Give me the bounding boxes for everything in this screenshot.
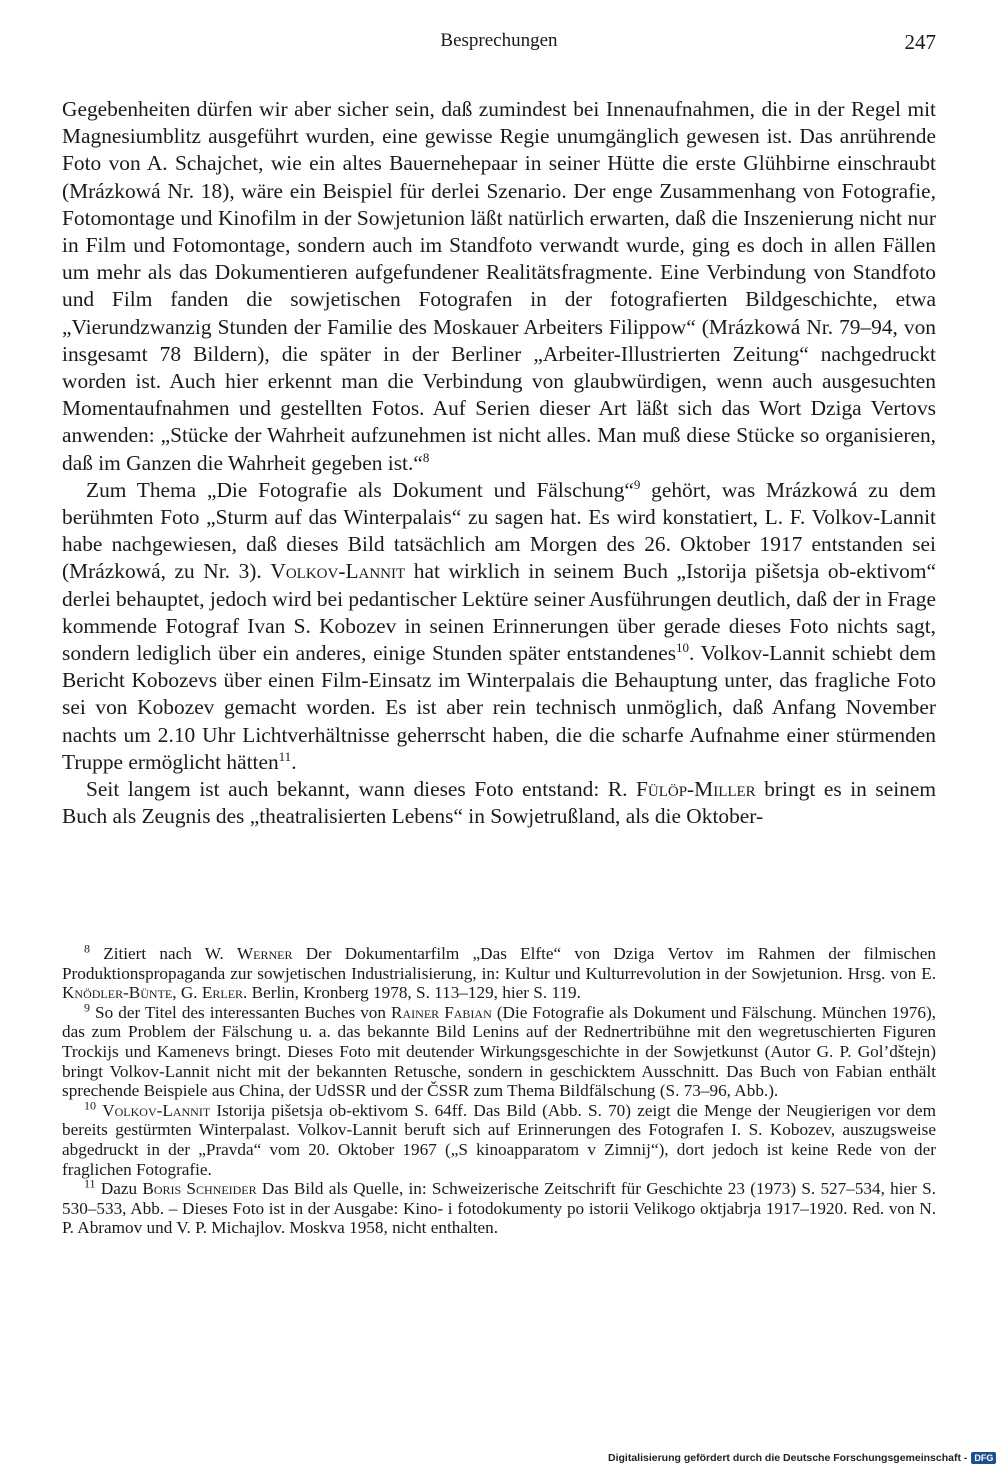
footnote-11-text-a: Dazu bbox=[95, 1179, 143, 1199]
footnote-11-text-b: Das Bild als Quelle, in: Schweizerische Zeitschrift für Geschichte 23 (1973) S. 527–534, hier S. 530–533, Abb. – Dieses Foto ist in der Ausgabe: Kino- i fotodokumenty po istorii Velikogo oktjabrja 1917–1920. Red. von N. P. Abramov und V. P. Michajlov. Moskva 1958, nicht enthalten. bbox=[62, 1179, 937, 1238]
paragraph-2 bbox=[62, 477, 936, 776]
paragraph-2-text-a: Zum Thema „Die Fotografie als Dokument und Fälschung“ bbox=[86, 477, 634, 502]
footnote-10-text: Istorija pišetsja ob-ektivom S. 64ff. Das Bild (Abb. S. 70) zeigt die Menge der Neugierigen vor dem bereits gestürmten Winterpalast. Volkov-Lannit beruft sich auf Erinnerungen des Fotografen I. S. Kobozev, auszugsweise abgedruckt in der „Pravda“ vom 20. Oktober 1967 („S kinoapparatom v Zimnij“), dort jedoch ist keine Rede von der fraglichen Fotografie. bbox=[62, 1100, 937, 1179]
paragraph-2-text-b: gehört, was Mrázkowá zu dem berühmten Foto „Sturm auf das Winterpalais“ zu sagen hat. Es wird konstatiert, L. F. Volkov-Lannit habe nachgewiesen, daß dieses Bild tatsächlich am Morgen des 26. Oktober 1917 entstanden sei (Mrázkowá, zu Nr. 3). bbox=[62, 477, 936, 584]
footnote-ref-11[interactable]: 11 bbox=[278, 748, 292, 764]
footnote-8-text-b: Der Dokumentarfilm „Das Elfte“ von Dziga Vertov im Rahmen der filmischen Produktionspropaganda zur sowjetischen Industrialisierung, in: Kultur und Kulturrevolution in der Sowjetunion. Hrsg. von E. bbox=[62, 944, 936, 983]
footnote-8-number: 8 bbox=[84, 941, 90, 956]
paragraph-2-text-c: hat wirklich in seinem Buch „Istorija pišetsja ob-ektivom“ derlei behauptet, jedoch wird bei pedantischer Lektüre seiner Ausführungen deutlich, daß der in Frage kommende Fotograf Ivan S. Kobozev in seinen Erinnerungen über gerade dieses Foto nichts sagt, sondern lediglich über ein anderes, einige Stunden später entstandenes bbox=[62, 559, 937, 666]
main-text bbox=[62, 96, 936, 830]
footnote-ref-10[interactable]: 10 bbox=[676, 639, 690, 655]
footnote-9-text-a: So der Titel des interessanten Buches von bbox=[90, 1002, 392, 1022]
footnote-10 bbox=[62, 1098, 937, 1179]
paragraph-3 bbox=[62, 776, 936, 830]
running-head: Besprechungen bbox=[440, 30, 558, 51]
paragraph-1 bbox=[62, 96, 936, 477]
footnote-ref-8[interactable]: 8 bbox=[422, 449, 430, 465]
footnote-9-author: Rainer Fabian bbox=[391, 1002, 492, 1022]
paragraph-3-text-b: bringt es in seinem Buch als Zeugnis des „theatralisierten Lebens“ in Sowjetrußland, als die Oktober- bbox=[62, 777, 936, 829]
paragraph-3-text-a: Seit langem ist auch bekannt, wann dieses Foto entstand: R. bbox=[86, 777, 636, 802]
footnote-8-editor-1: Knödler-Bünte bbox=[62, 983, 173, 1003]
dfg-logo: DFG bbox=[971, 1452, 996, 1464]
footnote-9-text-b: (Die Fotografie als Dokument und Fälschung. München 1976), das zum Problem der Fälschung u. a. das bekannte Bild Lenins auf der Rednertribühne mit den wegretuschierten Figuren Trockijs und Kamenevs bringt. Dieses Foto mit deutender Wirkungsgeschichte in der Sowjetkunst (Autor G. P. Gol’dštejn) bringt Volkov-Lannit nicht mit der bekannten Retusche, sondern in geschicktem Ausschnitt. Das Buch von Fabian enthält sprechende Beispiele aus China, der UdSSR und der ČSSR zum Thema Bildfälschung (S. 73–96, Abb.). bbox=[62, 1002, 936, 1101]
paragraph-2-text-e: . bbox=[291, 749, 297, 774]
footnote-8-text-d: . Berlin, Kronberg 1978, S. 113–129, hier S. 119. bbox=[243, 983, 581, 1003]
footnote-11-author: Boris Schneider bbox=[142, 1179, 257, 1199]
footnote-ref-9[interactable]: 9 bbox=[633, 476, 641, 492]
footnote-9 bbox=[62, 1000, 936, 1101]
footnote-9-number: 9 bbox=[84, 1000, 90, 1015]
footnote-11 bbox=[62, 1176, 937, 1238]
footnote-8-author: Werner bbox=[236, 944, 293, 963]
footnote-10-number: 10 bbox=[84, 1098, 96, 1113]
author-fulop-miller: Fülöp-Miller bbox=[635, 777, 756, 802]
author-volkov-lannit: Volkov-Lannit bbox=[270, 559, 406, 584]
footnote-8 bbox=[62, 941, 936, 1003]
footnote-8-text-a: Zitiert nach W. bbox=[90, 944, 237, 963]
digitization-footer bbox=[608, 1452, 996, 1464]
page-number: 247 bbox=[904, 30, 936, 54]
footnote-11-number: 11 bbox=[84, 1176, 96, 1191]
paragraph-2-text-d: . Volkov-Lannit schiebt dem Bericht Kobozevs über einen Film-Einsatz im Winterpalais die Behauptung unter, das fragliche Foto sei von Kobozev gemacht worden. Es ist aber rein technisch unmöglich, daß Anfang November nachts um 2.10 Uhr Lichtverhältnisse geherrscht haben, die die scharfe Aufnahme einer stürmenden Truppe ermöglicht hätten bbox=[62, 641, 936, 774]
page-header bbox=[62, 30, 936, 56]
footnotes bbox=[62, 941, 937, 1238]
footnote-8-editor-2: Erler bbox=[201, 983, 244, 1003]
footer-text: Digitalisierung gefördert durch die Deutsche Forschungsgemeinschaft - bbox=[608, 1452, 968, 1464]
footnote-8-text-c: , G. bbox=[172, 983, 202, 1003]
paragraph-1-text: Gegebenheiten dürfen wir aber sicher sein, daß zumindest bei Innenaufnahmen, die in der Regel mit Magnesiumblitz ausgeführt wurden, eine gewisse Regie unumgänglich gewesen ist. Das anrührende Foto von A. Schajchet, wie ein altes Bauernehepaar in seiner Hütte die erste Glühbirne einschraubt (Mrázkowá Nr. 18), wäre ein Beispiel für derlei Szenario. Der enge Zusammenhang von Fotografie, Fotomontage und Kinofilm in der Sowjetunion läßt natürlich erwarten, daß die Inszenierung nicht nur in Film und Fotomontage, sondern auch im Standfoto verwandt wurde, ging es doch in allen Fällen um mehr als das Dokumentieren aufgefundener Realitätsfragmente. Eine Verbindung von Standfoto und Film fanden die sowjetischen Fotografen in der fotografierten Bildgeschichte, etwa „Vierundzwanzig Stunden der Familie des Moskauer Arbeiters Filippow“ (Mrázkowá Nr. 79–94, von insgesamt 78 Bildern), die später in der Berliner „Arbeiter-Illustrierten Zeitung“ nachgedruckt worden ist. Auch hier erkennt man die Verbindung von glaubwürdigen, wenn auch ausgesuchten Momentaufnahmen und gestellten Fotos. Auf Serien dieser Art läßt sich das Wort Dziga Vertovs anwenden: „Stücke der Wahrheit aufzunehmen ist nicht alles. Man muß diese Stücke so organisieren, daß im Ganzen die Wahrheit gegeben ist.“ bbox=[62, 97, 936, 475]
footnote-10-author: Volkov-Lannit bbox=[102, 1100, 211, 1120]
